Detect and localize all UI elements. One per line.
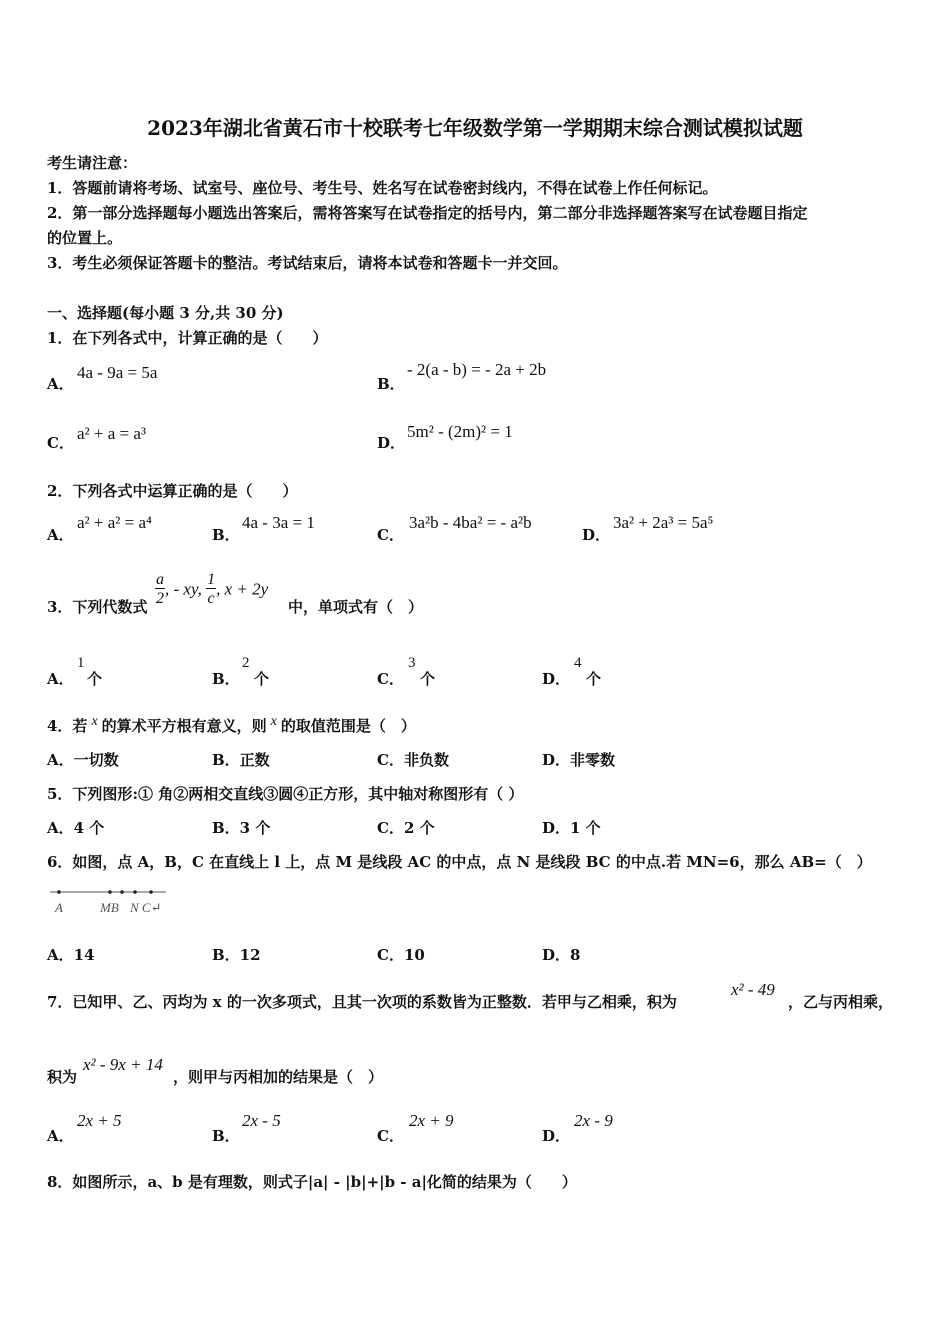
q1-option-b-expr: - 2(a - b) = - 2a + 2b xyxy=(407,360,547,379)
q3-option-b-label: B． xyxy=(212,670,240,688)
q7-option-a-label: A． xyxy=(47,1127,74,1145)
q4-stem-pre: 4．若 xyxy=(47,717,88,735)
q3-option-c-num: 3 xyxy=(408,655,416,671)
q3-option-d-label: D． xyxy=(542,670,571,688)
q6-fig-label-a: A xyxy=(55,900,63,915)
q3-option-d-num: 4 xyxy=(574,655,582,671)
q2-option-d-expr: 3a² + 2a³ = 5a⁵ xyxy=(613,513,714,532)
q6-stem: 6．如图，点 A，B，C 在直线上 l 上，点 M 是线段 AC 的中点，点 N 是线段 BC 的中点.若 MN=6，那么 AB=（ ） xyxy=(47,853,872,871)
q4-option-d: D．非零数 xyxy=(542,751,616,769)
q5-stem: 5．下列图形:① 角②两相交直线③圆④正方形，其中轴对称图形有（ ） xyxy=(47,785,524,803)
q2-option-c-label: C． xyxy=(377,526,404,544)
q7-option-d-expr: 2x - 9 xyxy=(574,1111,613,1130)
q6-number-line xyxy=(50,884,170,898)
q3-stem-post: 中，单项式有（ ） xyxy=(288,598,424,616)
q4-option-b: B．正数 xyxy=(212,751,270,769)
q7-option-b-label: B． xyxy=(212,1127,240,1145)
q2-option-c-expr: 3a²b - 4ba² = - a²b xyxy=(409,513,532,532)
q3-option-c-label: C． xyxy=(377,670,404,688)
q7-expr2: x² - 9x + 14 xyxy=(83,1055,163,1074)
q7-option-c-expr: 2x + 9 xyxy=(409,1111,454,1130)
q7-expr1: x² - 49 xyxy=(731,980,775,999)
q6-fig-label-mb: MB xyxy=(100,900,119,915)
q7-option-c-label: C． xyxy=(377,1127,404,1145)
q3-frac1-den: 2 xyxy=(156,590,164,607)
q6-option-c: C．10 xyxy=(377,946,425,964)
q7-option-b-expr: 2x - 5 xyxy=(242,1111,281,1130)
q2-option-a-expr: a² + a² = a⁴ xyxy=(77,513,152,532)
q3-mid: , - xy, xyxy=(165,579,207,599)
q3-stem-pre: 3．下列代数式 xyxy=(47,598,148,616)
q1-option-c-label: C． xyxy=(47,434,74,452)
notice-item-2: 2．第一部分选择题每小题选出答案后，需将答案写在试卷指定的括号内，第二部分非选择题答案写在试卷题目指定 xyxy=(47,204,808,222)
q1-option-c-expr: a² + a = a³ xyxy=(77,424,147,443)
q7-option-a-expr: 2x + 5 xyxy=(77,1111,122,1130)
q1-option-a-label: A． xyxy=(47,375,74,393)
q6-option-d: D．8 xyxy=(542,946,581,964)
q1-option-d-expr: 5m² - (2m)² = 1 xyxy=(407,422,513,441)
q4-var-2: x xyxy=(270,714,277,729)
q3-tail: , x + 2y xyxy=(216,579,269,599)
page-title: 2023年湖北省黄石市十校联考七年级数学第一学期期末综合测试模拟试题 xyxy=(147,116,803,140)
q4-var-1: x xyxy=(91,714,98,729)
q2-option-b-expr: 4a - 3a = 1 xyxy=(242,513,315,532)
notice-item-2-cont: 的位置上。 xyxy=(47,229,123,247)
q3-option-c-unit: 个 xyxy=(420,670,436,688)
q7-stem2-post: ，则甲与丙相加的结果是（ ） xyxy=(173,1068,384,1086)
q2-stem: 2．下列各式中运算正确的是（ ） xyxy=(47,482,298,500)
q5-option-c: C．2 个 xyxy=(377,819,435,837)
q7-stem2-pre: 积为 xyxy=(47,1068,78,1086)
q3-option-d-unit: 个 xyxy=(586,670,602,688)
q3-option-b-unit: 个 xyxy=(254,670,270,688)
section-heading: 一、选择题(每小题 3 分,共 30 分) xyxy=(47,304,284,322)
q4-stem xyxy=(47,715,416,736)
q6-option-a: A．14 xyxy=(47,946,95,964)
q8-stem: 8．如图所示，a、b 是有理数，则式子|a| - |b|+|b - a|化简的结果为（ ） xyxy=(47,1173,577,1191)
q3-option-a-label: A． xyxy=(47,670,74,688)
q3-expression xyxy=(155,572,268,607)
q6-fig-label-nc: N C↵ xyxy=(130,900,162,915)
q2-option-d-label: D． xyxy=(582,526,611,544)
q7-option-d-label: D． xyxy=(542,1127,571,1145)
q7-stem-pre: 7．已知甲、乙、丙均为 x 的一次多项式，且其一次项的系数皆为正整数．若甲与乙相乘，积为 xyxy=(47,993,677,1011)
q5-option-d: D．1 个 xyxy=(542,819,601,837)
q3-frac2-num: 1 xyxy=(207,571,216,588)
q3-option-b-num: 2 xyxy=(242,655,250,671)
q5-option-b: B．3 个 xyxy=(212,819,271,837)
q3-option-a-num: 1 xyxy=(77,655,85,671)
q6-figure xyxy=(50,884,170,920)
notice-heading: 考生请注意： xyxy=(47,154,138,172)
q1-stem: 1．在下列各式中，计算正确的是（ ） xyxy=(47,329,328,347)
q6-option-b: B．12 xyxy=(212,946,261,964)
q1-option-d-label: D． xyxy=(377,434,406,452)
q4-stem-mid: 的算术平方根有意义，则 xyxy=(101,717,267,735)
q3-frac2-den: c xyxy=(207,590,215,607)
q2-option-b-label: B． xyxy=(212,526,240,544)
notice-item-1: 1．答题前请将考场、试室号、座位号、考生号、姓名写在试卷密封线内，不得在试卷上作任何标记。 xyxy=(47,179,718,197)
q7-stem-mid: ，乙与丙相乘， xyxy=(788,993,894,1011)
notice-item-3: 3．考生必须保证答题卡的整洁。考试结束后，请将本试卷和答题卡一并交回。 xyxy=(47,254,568,272)
q4-stem-post: 的取值范围是（ ） xyxy=(280,717,416,735)
q4-option-a: A．一切数 xyxy=(47,751,119,769)
q4-option-c: C．非负数 xyxy=(377,751,449,769)
q5-option-a: A．4 个 xyxy=(47,819,105,837)
q1-option-b-label: B． xyxy=(377,375,405,393)
q3-option-a-unit: 个 xyxy=(87,670,103,688)
q3-frac1-num: a xyxy=(156,571,164,588)
q1-option-a-expr: 4a - 9a = 5a xyxy=(77,363,158,382)
q2-option-a-label: A． xyxy=(47,526,74,544)
